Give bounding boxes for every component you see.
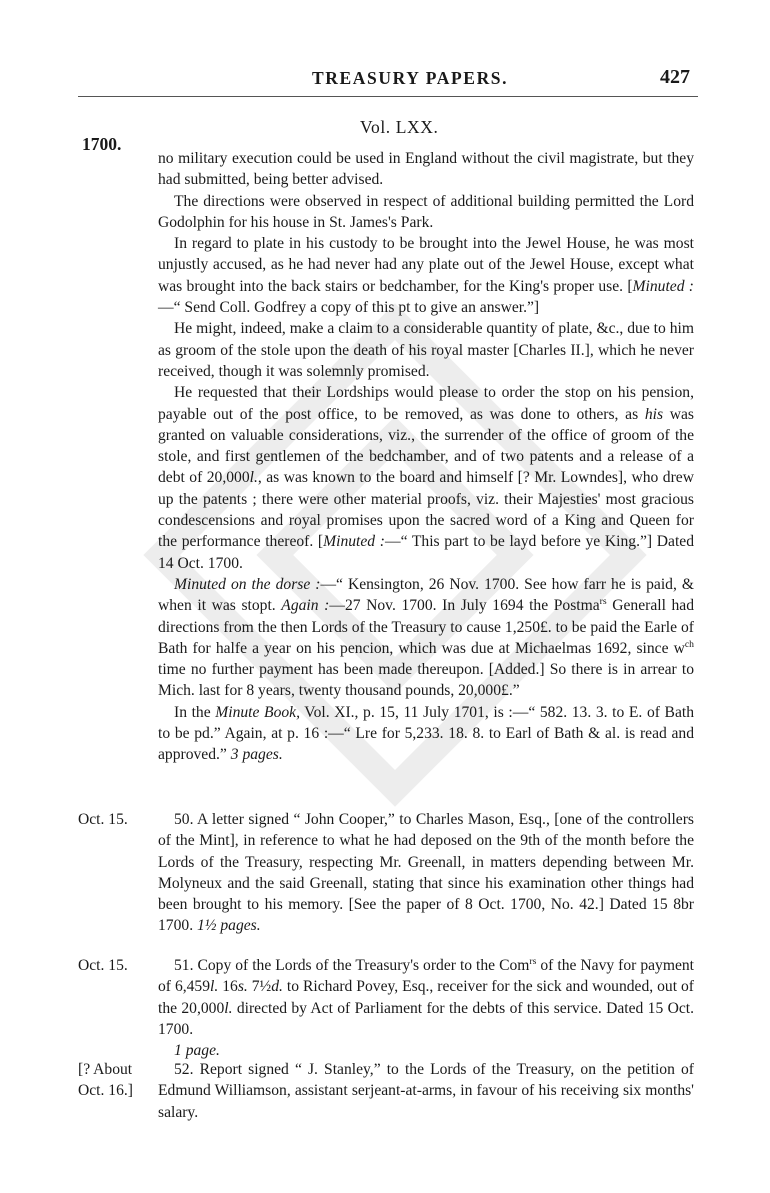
year-marginal: 1700. xyxy=(82,134,122,154)
entry-date: Oct. 15. xyxy=(78,811,128,828)
paragraph-1: no military execution could be used in England without the civil magistrate, but they had submitted, being better advised. xyxy=(158,150,694,189)
paragraph-2: The directions were observed in respect of additional building permitted the Lord Godolphin for his house in St. James's Park. xyxy=(158,192,694,231)
header-rule xyxy=(78,96,698,97)
entry-50 xyxy=(78,809,694,937)
volume-heading: Vol. LXX. xyxy=(360,117,439,137)
paragraph-3: In regard to plate in his custody to be brought into the Jewel House, he was most unjustly accused, as he had never had any plate out of the Jewel House, except what was brought into the back stairs or bedchamber, for the King's proper use. [Minuted :—“ Send Coll. Godfrey a copy of this pt to give an answer.”] xyxy=(158,235,694,317)
paragraph-5: He requested that their Lordships would please to order the stop on his pension, payable out of the post office, to be removed, as was done to others, as his was granted on valuable considerations, viz., the surrender of the office of groom of the stole, and first gentlemen of the bedchamber, and of two patents and a release of a debt of 20,000l., as was known to the board and himself [? Mr. Lowndes], who drew up the patents ; there were other material proofs, viz. their Majesties' most gracious condescensions and royal promises upon the sacred word of a King and Queen for the performance thereof. [Minuted :—“ This part to be layd before ye King.”] Dated 14 Oct. 1700. xyxy=(158,384,694,572)
paragraph-6: Minuted on the dorse :—“ Kensington, 26 Nov. 1700. See how farr he is paid, & when it was stopt. Again :—27 Nov. 1700. In July 1694 the Postma$^{rs}$ Generall had directions from the then Lords of the Treasury to cause 1,250£. to be paid the Earle of Bath for halfe a year on his pencion, which was due at Michaelmas 1692, since $w^{ch}$ time no further payment has been made thereupon. [Added.] So there is in arrear to Mich. last for 8 years, twenty thousand pounds, 20,000£.” xyxy=(158,575,695,700)
entry-52 xyxy=(78,1059,694,1123)
entry-date: Oct. 15. xyxy=(78,957,128,974)
paragraph-4: He might, indeed, make a claim to a considerable quantity of plate, &c., due to him as groom of the stole upon the death of his royal master [Charles II.], which he never received, though it was solemnly promised. xyxy=(158,320,694,380)
running-head xyxy=(0,68,770,98)
paragraph-7: In the Minute Book, Vol. XI., p. 15, 11 July 1701, is :—“ 582. 13. 3. to E. of Bath to be pd.” Again, at p. 16 :—“ Lre for 5,233. 18. 8. to Earl of Bath & al. is read and approved.” 3 pages. xyxy=(158,703,694,764)
page-number: 427 xyxy=(660,66,690,88)
continued-entry xyxy=(158,148,694,766)
entry-date: [? About Oct. 16.] xyxy=(78,1061,133,1100)
entry-51 xyxy=(78,955,694,1061)
entry-text: 52. Report signed “ J. Stanley,” to the Lords of the Treasury, on the petition of Edmund Williamson, assistant serjeant-at-arms, in favour of his receiving six months' salary. xyxy=(158,1061,694,1121)
entry-text: 51. Copy of the Lords of the Treasury's order to the Com$^{rs}$ of the Navy for payment of 6,459l. 16s. 7½d. to Richard Povey, Esq., receiver for the sick and wounded, out of the 20,000l. directed by Act of Parliament for the debts of this service. Dated 15 Oct. 1700. 1 page. xyxy=(158,955,695,1060)
running-title: TREASURY PAPERS. xyxy=(312,68,509,88)
entry-text: 50. A letter signed “ John Cooper,” to Charles Mason, Esq., [one of the controllers of the Mint], in reference to what he had deposed on the 9th of the month before the Lords of the Treasury, respecting Mr. Greenall, in matters depending between Mr. Molyneux and the said Greenall, stating that since his examination other things had been brought to his memory. [See the paper of 8 Oct. 1700, No. 42.] Dated 15 8br 1700. 1½ pages. xyxy=(158,811,694,935)
